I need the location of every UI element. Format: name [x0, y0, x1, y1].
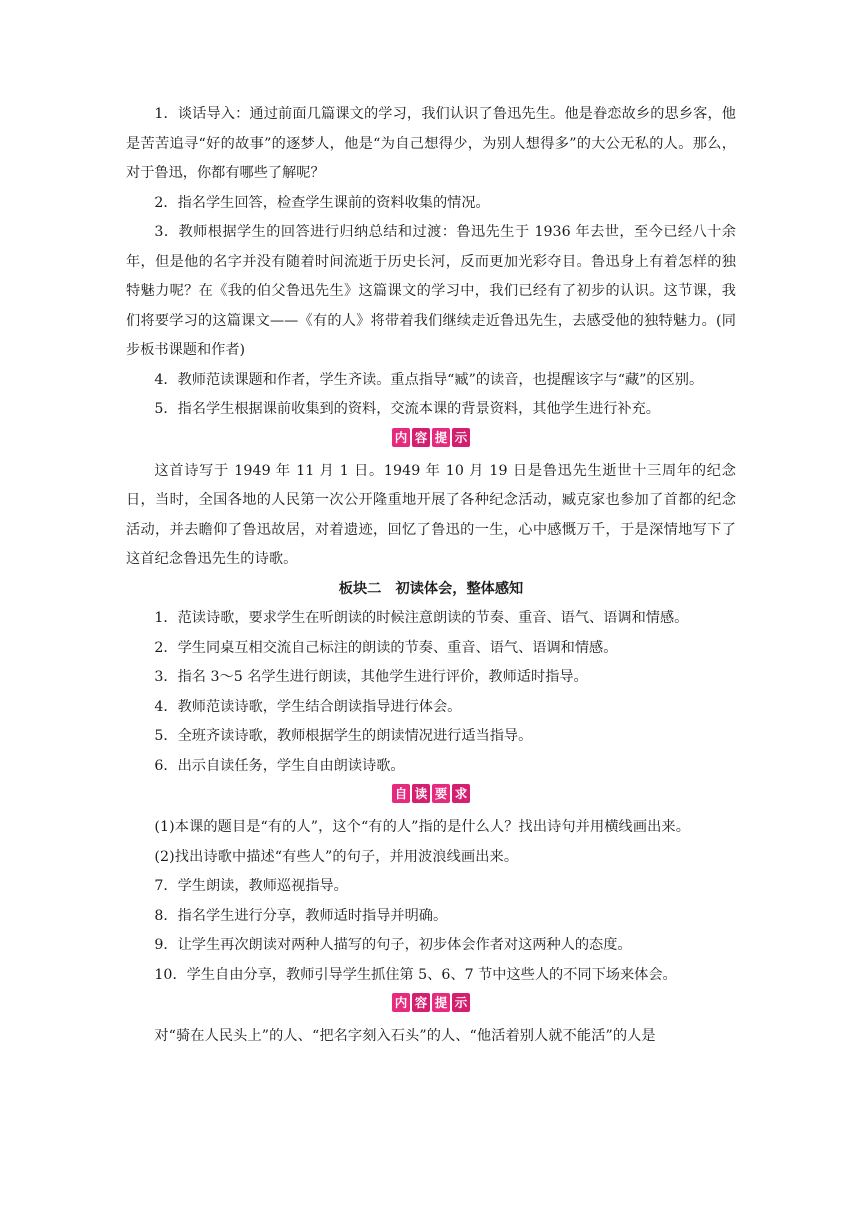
section-heading: 板块二 初读体会，整体感知: [338, 580, 524, 597]
content-tip-badge: [126, 425, 736, 457]
step-6: 6．出示自读任务，学生自由朗读诗歌。: [154, 757, 405, 774]
content-tip-text: 这首诗写于 1949 年 11 月 1 日。1949 年 10 月 19 日是鲁迅先生逝世十三周年的纪念日，当时，全国各地的人民第一次公开隆重地开展了各种纪念活动，臧克家也参加了首都的纪念活动，并去瞻仰了鲁迅故居，对着遗迹，回忆了鲁迅的一生，心中感慨万千，于是深情地写下了这首纪念鲁迅先生的诗歌。: [126, 462, 736, 567]
step-9: 9．让学生再次朗读对两种人描写的句子，初步体会作者对这两种人的态度。: [154, 937, 632, 953]
content-tip-badge-2: [126, 990, 736, 1022]
self-reading-badge: [126, 781, 736, 813]
paragraph-read-title: 4．教师范读课题和作者，学生齐读。重点指导“臧”的读音，也提醒该字与“藏”的区别。: [154, 371, 704, 388]
step-10: 10．学生自由分享，教师引导学生抓住第 5、6、7 节中这些人的不同下场来体会。: [154, 966, 677, 983]
content-tip-text-2: 对“骑在人民头上”的人、“把名字刻入石头”的人、“他活着别人就不能活”的人是: [154, 1028, 656, 1044]
step-7: 7．学生朗读，教师巡视指导。: [154, 878, 348, 894]
step-8: 8．指名学生进行分享，教师适时指导并明确。: [154, 907, 448, 924]
badge-char: 读: [412, 784, 430, 803]
step-3: 3．指名 3～5 名学生进行朗读，其他学生进行评价，教师适时指导。: [154, 669, 588, 685]
badge-char: 示: [452, 993, 470, 1012]
badge-char: 示: [452, 428, 470, 447]
paragraph-summary: 3．教师根据学生的回答进行归纳总结和过渡：鲁迅先生于 1936 年去世，至今已经八十余年，但是他的名字并没有随着时间流逝于历史长河，反而更加光彩夺目。鲁迅身上有着怎样的独特魅力呢？在《我的伯父鲁迅先生》这篇课文的学习中，我们已经有了初步的认识。这节课，我们将要学习的这篇课文——《有的人》将带着我们继续走近鲁迅先生，去感受他的独特魅力。(同步板书课题和作者): [126, 224, 736, 358]
step-2: 2．学生同桌互相交流自己标注的朗读的节奏、重音、语气、语调和情感。: [154, 639, 618, 656]
paragraph-intro: 1．谈话导入：通过前面几篇课文的学习，我们认识了鲁迅先生。他是眷恋故乡的思乡客，他是苦苦追寻“好的故事”的逐梦人，他是“为自己想得少，为别人想得多”的大公无私的人。那么，对于鲁迅，你都有哪些了解呢？: [126, 106, 736, 181]
badge-char: 求: [452, 784, 470, 803]
badge-char: 自: [392, 784, 410, 803]
badge-char: 内: [392, 993, 410, 1012]
document-page: [126, 100, 736, 1052]
badge-char: 容: [412, 428, 430, 447]
step-5: 5．全班齐读诗歌，教师根据学生的朗读情况进行适当指导。: [154, 728, 533, 744]
badge-char: 提: [432, 428, 450, 447]
badge-char: 容: [412, 993, 430, 1012]
badge-char: 提: [432, 993, 450, 1012]
task-1: (1)本课的题目是“有的人”，这个“有的人”指的是什么人？找出诗句并用横线画出来。: [154, 819, 690, 835]
task-2: (2)找出诗歌中描述“有些人”的句子，并用波浪线画出来。: [154, 848, 519, 865]
badge-char: 要: [432, 784, 450, 803]
step-1: 1．范读诗歌，要求学生在听朗读的时候注意朗读的节奏、重音、语气、语调和情感。: [154, 610, 689, 626]
paragraph-background: 5．指名学生根据课前收集到的资料，交流本课的背景资料，其他学生进行补充。: [154, 401, 660, 417]
paragraph-answer: 2．指名学生回答，检查学生课前的资料收集的情况。: [154, 194, 490, 211]
step-4: 4．教师范读诗歌，学生结合朗读指导进行体会。: [154, 698, 462, 715]
badge-char: 内: [392, 428, 410, 447]
